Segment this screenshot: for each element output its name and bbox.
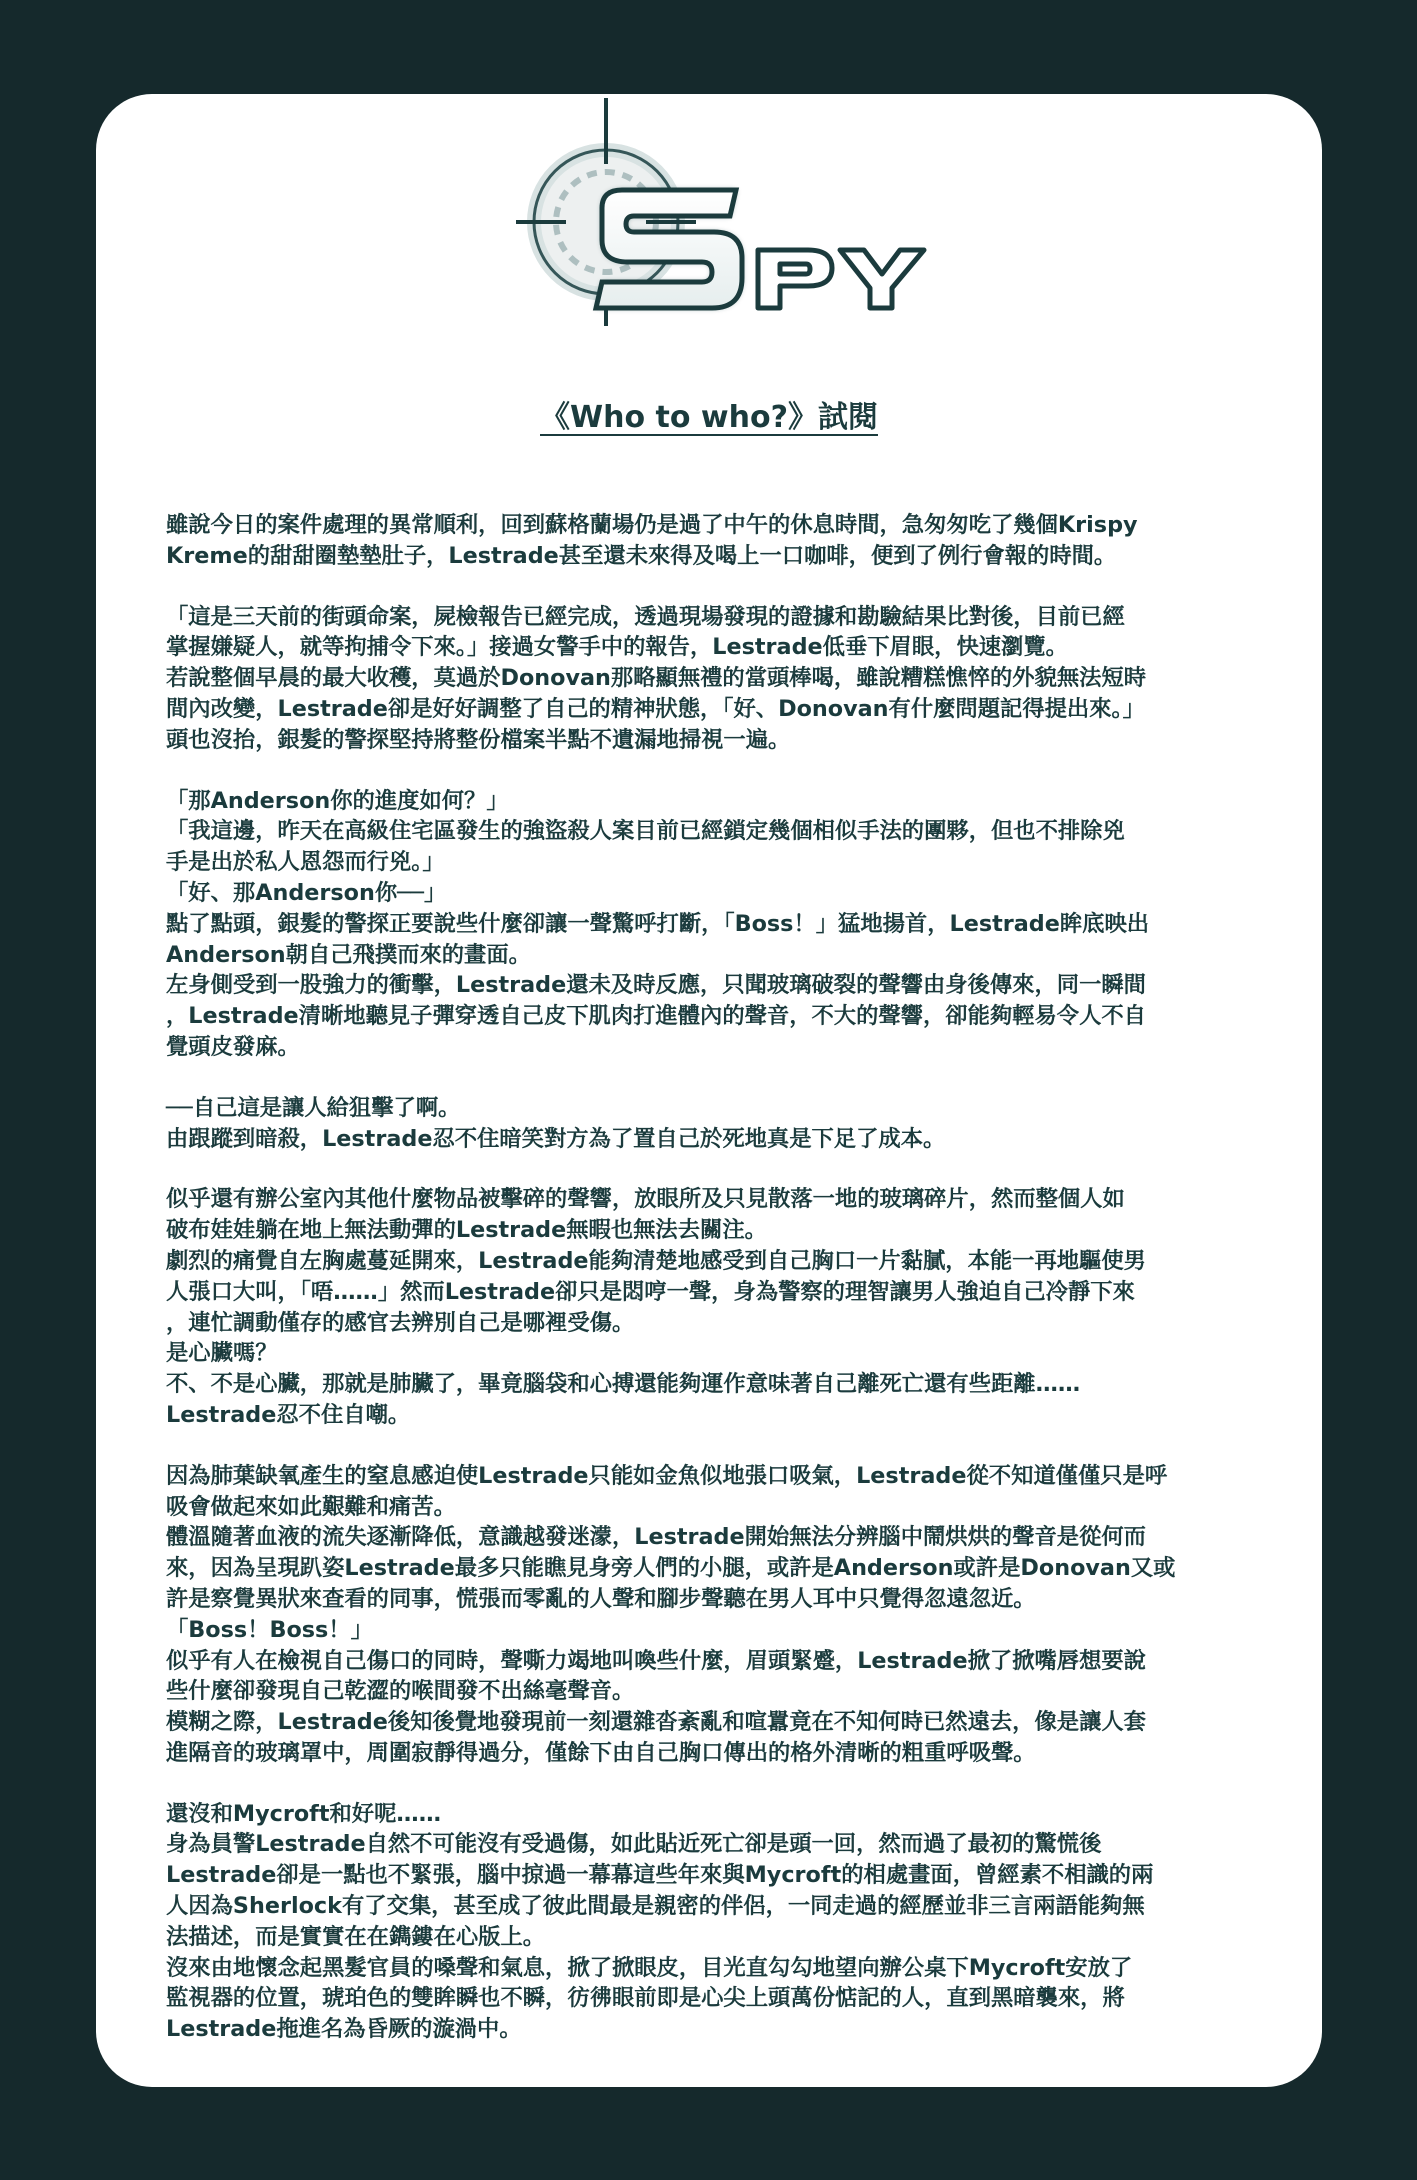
text-line: 由跟蹤到暗殺，Lestrade忍不住暗笑對方為了置自己於死地真是下足了成本。 <box>166 1125 946 1152</box>
text-line: ──自己這是讓人給狙擊了啊。 <box>166 1094 461 1121</box>
text-line: Lestrade忍不住自嘲。 <box>166 1401 411 1428</box>
text-line: 還沒和Mycroft和好呢…… <box>166 1800 441 1827</box>
text-line: 頭也沒抬，銀髮的警探堅持將整份檔案半點不遺漏地掃視一遍。 <box>166 726 791 753</box>
text-line: 些什麼卻發現自己乾澀的喉間發不出絲毫聲音。 <box>166 1678 635 1705</box>
text-line: 劇烈的痛覺自左胸處蔓延開來，Lestrade能夠清楚地感受到自己胸口一片黏膩，本能一再地驅使男 <box>166 1247 1146 1274</box>
logo-s-letter <box>596 190 742 308</box>
article-body <box>166 510 1266 2075</box>
text-line: ，Lestrade清晰地聽見子彈穿透自己皮下肌肉打進體內的聲音，不大的聲響，卻能夠輕易令人不自 <box>166 1003 1146 1030</box>
text-line: Anderson朝自己飛撲而來的畫面。 <box>166 941 531 968</box>
text-line: 吸會做起來如此艱難和痛苦。 <box>166 1493 456 1520</box>
text-line: 「我這邊，昨天在高級住宅區發生的強盜殺人案目前已經鎖定幾個相似手法的團夥，但也不排除兇 <box>166 818 1125 845</box>
page-title: 《Who to who?》試閱 <box>540 400 878 435</box>
text-line: 人張口大叫，「唔……」然而Lestrade卻只是悶哼一聲，身為警察的理智讓男人強迫自己冷靜下來 <box>166 1278 1135 1305</box>
text-line: 左身側受到一股強力的衝擊，Lestrade還未及時反應，只聞玻璃破裂的聲響由身後傳來，同一瞬間 <box>166 972 1146 999</box>
paragraph <box>166 1184 1266 1430</box>
text-line: 法描述，而是實實在在鐫鏤在心版上。 <box>166 1923 546 1950</box>
text-line: 「Boss！Boss！」 <box>166 1616 373 1643</box>
text-line: 點了點頭，銀髮的警探正要說些什麼卻讓一聲驚呼打斷，「Boss！」猛地揚首，Lestrade眸底映出 <box>166 910 1150 937</box>
paragraph <box>166 602 1266 756</box>
paragraph <box>166 1093 1266 1155</box>
text-line: 「那Anderson你的進度如何？」 <box>166 787 509 814</box>
text-line: Lestrade卻是一點也不緊張，腦中掠過一幕幕這些年來與Mycroft的相處畫面，曾經素不相識的兩 <box>166 1862 1154 1889</box>
page-card <box>96 94 1322 2087</box>
text-line: 手是出於私人恩怨而行兇。」 <box>166 849 445 876</box>
text-line: Kreme的甜甜圈墊墊肚子，Lestrade甚至還未來得及喝上一口咖啡，便到了例行會報的時間。 <box>166 542 1117 569</box>
text-line: 監視器的位置，琥珀色的雙眸瞬也不瞬，彷彿眼前即是心尖上頭萬份惦記的人，直到黑暗襲來，將 <box>166 1985 1125 2012</box>
text-line: 似乎還有辦公室內其他什麼物品被擊碎的聲響，放眼所及只見散落一地的玻璃碎片，然而整個人如 <box>166 1186 1125 1213</box>
text-line: 人因為Sherlock有了交集，甚至成了彼此間最是親密的伴侶，一同走過的經歷並非三言兩語能夠無 <box>166 1893 1145 1920</box>
text-line: 若說整個早晨的最大收穫，莫過於Donovan那略顯無禮的當頭棒喝，雖說糟糕憔悴的外貌無法短時 <box>166 665 1147 692</box>
text-line: 不、不是心臟，那就是肺臟了，畢竟腦袋和心搏還能夠運作意味著自己離死亡還有些距離…… <box>166 1371 1081 1398</box>
text-line: 雖說今日的案件處理的異常順利，回到蘇格蘭場仍是過了中午的休息時間，急匆匆吃了幾個Krispy <box>166 512 1138 538</box>
text-line: 似乎有人在檢視自己傷口的同時，聲嘶力竭地叫喚些什麼，眉頭緊蹙，Lestrade掀了掀嘴唇想要說 <box>166 1647 1146 1674</box>
text-line: 模糊之際，Lestrade後知後覺地發現前一刻還雜沓紊亂和喧囂竟在不知何時已然遠去，像是讓人套 <box>166 1709 1146 1736</box>
text-line: ，連忙調動僅存的感官去辨別自己是哪裡受傷。 <box>166 1309 635 1336</box>
text-line: 「好、那Anderson你──」 <box>166 879 447 906</box>
text-line: 「這是三天前的街頭命案，屍檢報告已經完成，透過現場發現的證據和勘驗結果比對後，目前已經 <box>166 603 1125 630</box>
spy-logo <box>96 94 1322 394</box>
paragraph <box>166 510 1266 572</box>
text-line: 沒來由地懷念起黑髮官員的嗓聲和氣息，掀了掀眼皮，目光直勾勾地望向辦公桌下Mycroft安放了 <box>166 1954 1133 1981</box>
text-line: 是心臟嗎？ <box>166 1340 278 1367</box>
paragraph <box>166 1461 1266 1769</box>
logo-py-letters <box>758 250 924 308</box>
text-line: 許是察覺異狀來查看的同事，慌張而零亂的人聲和腳步聲聽在男人耳中只覺得忽遠忽近。 <box>166 1585 1036 1612</box>
text-line: Lestrade拖進名為昏厥的漩渦中。 <box>166 2016 522 2043</box>
text-line: 體溫隨著血液的流失逐漸降低，意識越發迷濛，Lestrade開始無法分辨腦中鬧烘烘的聲音是從何而 <box>166 1524 1146 1551</box>
text-line: 身為員警Lestrade自然不可能沒有受過傷，如此貼近死亡卻是頭一回，然而過了最初的驚慌後 <box>166 1831 1102 1858</box>
text-line: 破布娃娃躺在地上無法動彈的Lestrade無暇也無法去關注。 <box>166 1217 767 1244</box>
paragraph <box>166 786 1266 1063</box>
text-line: 掌握嫌疑人，就等拘捕令下來。」接過女警手中的報告，Lestrade低垂下眉眼，快速瀏覽。 <box>166 634 1068 661</box>
paragraph <box>166 1799 1266 2045</box>
text-line: 來，因為呈現趴姿Lestrade最多只能瞧見身旁人們的小腿，或許是Anderson或許是Donovan又或 <box>166 1555 1176 1582</box>
text-line: 進隔音的玻璃罩中，周圍寂靜得過分，僅餘下由自己胸口傳出的格外清晰的粗重呼吸聲。 <box>166 1739 1036 1766</box>
text-line: 因為肺葉缺氧產生的窒息感迫使Lestrade只能如金魚似地張口吸氣，Lestrade從不知道僅僅只是呼 <box>166 1462 1168 1489</box>
text-line: 覺頭皮發麻。 <box>166 1033 300 1060</box>
text-line: 間內改變，Lestrade卻是好好調整了自己的精神狀態，「好、Donovan有什麼問題記得提出來。」 <box>166 695 1145 722</box>
